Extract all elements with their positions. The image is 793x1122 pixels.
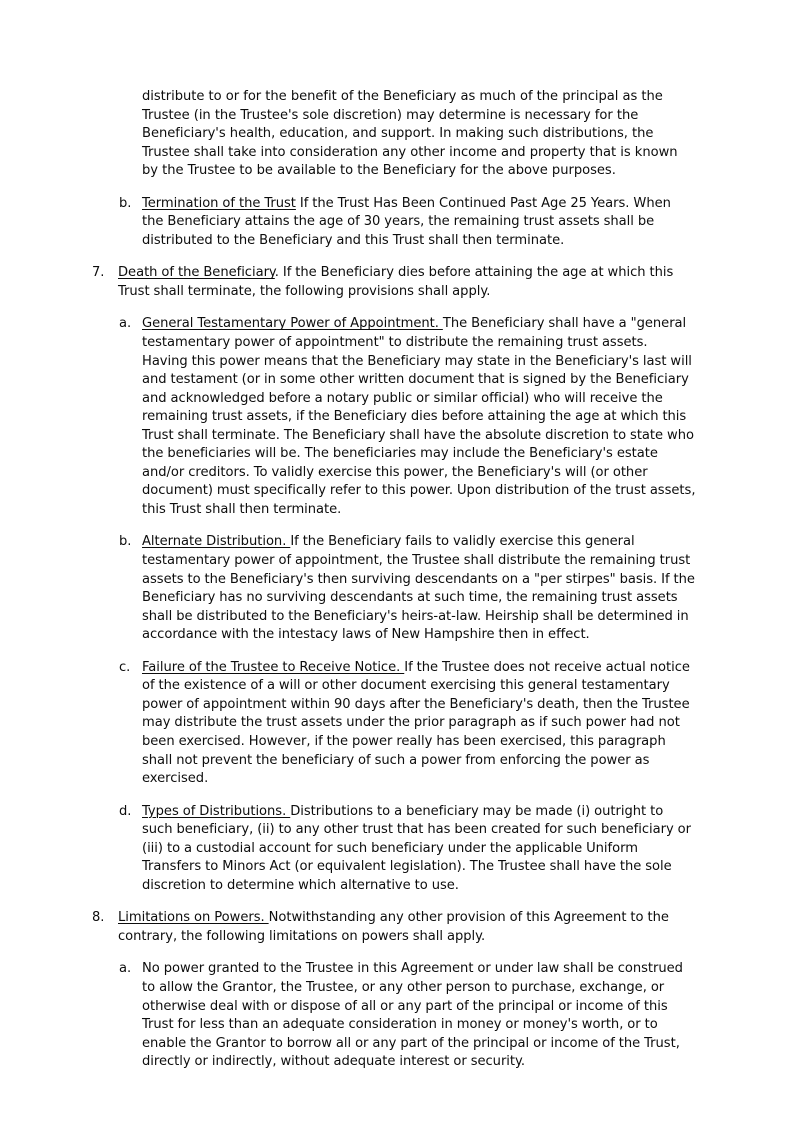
- list-marker-7c: c.: [119, 659, 131, 675]
- list-item-6b-text: [142, 195, 696, 251]
- continuation-paragraph: [92, 88, 696, 181]
- list-item-7c: [92, 659, 696, 789]
- list-item-7: [92, 264, 696, 301]
- heading-7a: General Testamentary Power of Appointment.: [142, 316, 443, 332]
- body-7c: If the Trustee does not receive actual notice of the existence of a will or other document exercising this general testamentary power of appointment within 90 days after the Beneficiary's death, then the Trustee may distribute the trust assets under the prior paragraph as if such power had not been exercised. However, if the power really has been exercised, this paragraph shall not prevent the beneficiary of such a power from enforcing the power as exercised.: [142, 659, 690, 787]
- list-item-7d-text: [142, 803, 696, 896]
- heading-7d: Types of Distributions.: [142, 803, 291, 819]
- list-item-7b-text: [142, 533, 696, 644]
- list-marker-7: 7.: [92, 265, 105, 281]
- list-item-8: [92, 909, 696, 946]
- heading-7b: Alternate Distribution.: [142, 534, 291, 550]
- list-item-7-text: [118, 264, 696, 301]
- list-item-7d: [92, 803, 696, 896]
- list-item-6b: [92, 195, 696, 251]
- body-7d: Distributions to a beneficiary may be made (i) outright to such beneficiary, (ii) to any other trust that has been created for such beneficiary or (iii) to a custodial account for such beneficiary under the applicable Uniform Transfers to Minors Act (or equivalent legislation). The Trustee shall have the sole discretion to determine which alternative to use.: [142, 803, 691, 893]
- body-6b: If the Trust Has Been Continued Past Age 25 Years. When the Beneficiary attains the age of 30 years, the remaining trust assets shall be distributed to the Beneficiary and this Trust shall then terminate.: [142, 195, 671, 248]
- body-7: . If the Beneficiary dies before attaining the age at which this Trust shall terminate, the following provisions shall apply.: [118, 265, 674, 299]
- document-body: [92, 88, 696, 1072]
- body-7a: The Beneficiary shall have a "general testamentary power of appointment" to distribute the remaining trust assets. Having this power means that the Beneficiary may state in the Beneficiary's last will and testament (or in some other written document that is signed by the Beneficiary and acknowledged before a notary public or similar official) who will receive the remaining trust assets, if the Beneficiary dies before attaining the age at which this Trust shall terminate. The Beneficiary shall have the absolute discretion to state who the beneficiaries will be. The beneficiaries may include the Beneficiary's estate and/or creditors. To validly exercise this power, the Beneficiary's will (or other document) must specifically refer to this power. Upon distribution of the trust assets, this Trust shall then terminate.: [142, 316, 696, 517]
- list-item-7c-text: [142, 659, 696, 789]
- list-marker-8a: a.: [119, 961, 132, 977]
- list-marker-8: 8.: [92, 910, 105, 926]
- list-marker-7d: d.: [119, 803, 132, 819]
- list-item-8a-text: No power granted to the Trustee in this Agreement or under law shall be construed to allow the Grantor, the Trustee, or any other person to purchase, exchange, or otherwise deal with or dispose of all or any part of the principal or income of this Trust for less than an adequate consideration in money or money's worth, or to enable the Grantor to borrow all or any part of the principal or income of the Trust, directly or indirectly, without adequate interest or security.: [142, 961, 683, 1070]
- list-item-7a-text: [142, 315, 696, 519]
- list-item-8a: [92, 960, 696, 1071]
- list-marker-7a: a.: [119, 316, 132, 332]
- list-marker-7b: b.: [119, 534, 132, 550]
- list-item-7a: [92, 315, 696, 519]
- heading-7c: Failure of the Trustee to Receive Notice.: [142, 659, 405, 675]
- list-item-7b: [92, 533, 696, 644]
- body-7b: If the Beneficiary fails to validly exercise this general testamentary power of appointment, the Trustee shall distribute the remaining trust assets to the Beneficiary's then surviving descendants on a "per stirpes" basis. If the Beneficiary has no surviving descendants at such time, the remaining trust assets shall be distributed to the Beneficiary's heirs-at-law. Heirship shall be determined in accordance with the intestacy laws of New Hampshire then in effect.: [142, 534, 695, 643]
- list-item-8-text: [118, 909, 696, 946]
- body-8: Notwithstanding any other provision of this Agreement to the contrary, the following limitations on powers shall apply.: [118, 910, 669, 944]
- list-marker-6b: b.: [119, 195, 132, 211]
- continuation-paragraph-text: distribute to or for the benefit of the Beneficiary as much of the principal as the Trustee (in the Trustee's sole discretion) may determine is necessary for the Beneficiary's health, education, and support. In making such distributions, the Trustee shall take into consideration any other income and property that is known by the Trustee to be available to the Beneficiary for the above purposes.: [142, 89, 678, 179]
- heading-8: Limitations on Powers.: [118, 910, 269, 926]
- heading-7: Death of the Beneficiary: [118, 265, 275, 281]
- heading-6b: Termination of the Trust: [142, 195, 296, 211]
